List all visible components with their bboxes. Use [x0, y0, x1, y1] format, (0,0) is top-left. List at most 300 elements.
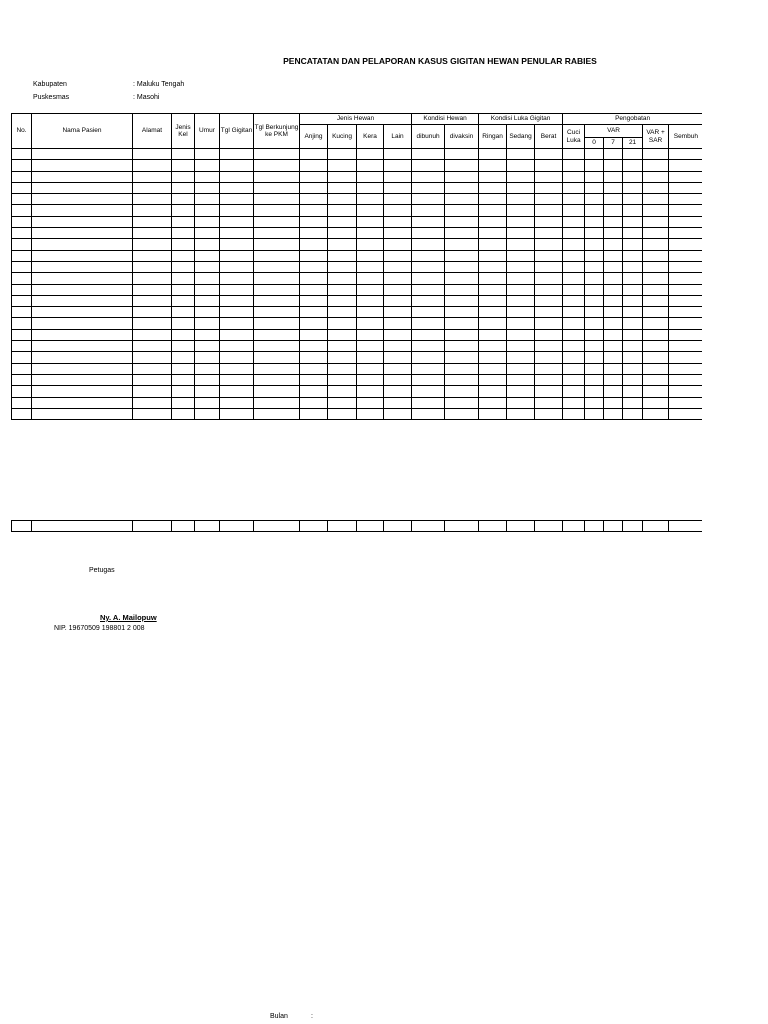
table-cell [384, 363, 412, 374]
table-cell [300, 318, 328, 329]
table-cell [254, 374, 300, 385]
header-kera: Kera [357, 125, 384, 149]
header-pengobatan: Pengobatan [563, 114, 702, 125]
table-cell [585, 374, 604, 385]
header-umur: Umur [195, 114, 220, 149]
table-cell [643, 171, 669, 182]
table-cell [12, 194, 32, 205]
table-cell [623, 194, 643, 205]
table-cell [585, 216, 604, 227]
table-cell [32, 250, 133, 261]
table-cell [563, 386, 585, 397]
table-cell [412, 149, 445, 160]
table-cell [254, 216, 300, 227]
header-alamat: Alamat [133, 114, 172, 149]
table-cell [133, 386, 172, 397]
table-cell [585, 160, 604, 171]
table-cell [604, 408, 623, 419]
table-cell [300, 160, 328, 171]
table-cell [563, 295, 585, 306]
table-cell [604, 216, 623, 227]
table-row [12, 295, 703, 306]
table-cell [195, 521, 220, 532]
table-cell [669, 363, 702, 374]
table-cell [195, 205, 220, 216]
table-cell [384, 228, 412, 239]
table-cell [623, 352, 643, 363]
table-cell [479, 216, 507, 227]
table-cell [479, 521, 507, 532]
table-cell [563, 182, 585, 193]
table-cell [669, 318, 702, 329]
table-cell [643, 521, 669, 532]
table-cell [12, 295, 32, 306]
table-cell [623, 216, 643, 227]
table-cell [220, 397, 254, 408]
table-cell [384, 194, 412, 205]
table-cell [479, 182, 507, 193]
table-cell [32, 352, 133, 363]
table-cell [445, 329, 479, 340]
table-cell [479, 149, 507, 160]
table-cell [254, 341, 300, 352]
table-cell [172, 363, 195, 374]
table-cell [535, 149, 563, 160]
table-cell [195, 250, 220, 261]
table-cell [445, 341, 479, 352]
table-cell [643, 329, 669, 340]
table-cell [412, 273, 445, 284]
table-cell [195, 273, 220, 284]
table-cell [12, 160, 32, 171]
table-cell [172, 205, 195, 216]
table-cell [623, 386, 643, 397]
table-cell [384, 386, 412, 397]
header-kucing: Kucing [328, 125, 357, 149]
petugas-label: Petugas [89, 567, 115, 574]
table-cell [535, 194, 563, 205]
table-cell [643, 149, 669, 160]
header-var: VAR [585, 125, 643, 138]
table-cell [32, 386, 133, 397]
table-cell [507, 307, 535, 318]
table-row [12, 228, 703, 239]
header-kondisi-hewan: Kondisi Hewan [412, 114, 479, 125]
table-cell [384, 352, 412, 363]
table-cell [357, 205, 384, 216]
table-cell [357, 352, 384, 363]
table-cell [507, 284, 535, 295]
table-cell [623, 408, 643, 419]
table-cell [195, 284, 220, 295]
table-cell [300, 341, 328, 352]
table-cell [445, 250, 479, 261]
table-cell [535, 160, 563, 171]
table-cell [604, 261, 623, 272]
table-cell [535, 284, 563, 295]
table-cell [328, 341, 357, 352]
table-cell [623, 171, 643, 182]
table-cell [585, 329, 604, 340]
table-cell [643, 273, 669, 284]
table-cell [623, 261, 643, 272]
table-cell [133, 284, 172, 295]
table-cell [535, 261, 563, 272]
table-cell [535, 521, 563, 532]
table-cell [585, 171, 604, 182]
table-cell [195, 386, 220, 397]
table-cell [172, 386, 195, 397]
table-cell [412, 205, 445, 216]
table-cell [254, 194, 300, 205]
table-cell [254, 329, 300, 340]
table-cell [300, 363, 328, 374]
table-cell [220, 307, 254, 318]
table-cell [563, 397, 585, 408]
table-cell [535, 250, 563, 261]
table-cell [133, 374, 172, 385]
table-cell [328, 160, 357, 171]
table-cell [357, 397, 384, 408]
table-cell [12, 171, 32, 182]
table-cell [133, 273, 172, 284]
table-cell [445, 149, 479, 160]
table-cell [445, 284, 479, 295]
table-cell [535, 341, 563, 352]
table-cell [384, 216, 412, 227]
table-cell [328, 386, 357, 397]
table-cell [563, 171, 585, 182]
table-cell [357, 521, 384, 532]
table-cell [604, 273, 623, 284]
table-cell [254, 397, 300, 408]
table-row [12, 160, 703, 171]
table-cell [563, 250, 585, 261]
table-cell [328, 261, 357, 272]
table-cell [479, 307, 507, 318]
table-cell [412, 261, 445, 272]
table-cell [507, 250, 535, 261]
table-cell [220, 273, 254, 284]
table-cell [220, 205, 254, 216]
table-cell [195, 329, 220, 340]
table-cell [412, 329, 445, 340]
table-row [12, 284, 703, 295]
table-cell [445, 295, 479, 306]
table-cell [133, 250, 172, 261]
table-cell [507, 352, 535, 363]
table-cell [328, 182, 357, 193]
table-cell [643, 408, 669, 419]
table-cell [32, 160, 133, 171]
table-cell [445, 363, 479, 374]
table-cell [507, 273, 535, 284]
table-cell [220, 160, 254, 171]
table-cell [172, 194, 195, 205]
table-cell [623, 160, 643, 171]
table-row [12, 408, 703, 419]
table-cell [535, 307, 563, 318]
table-row [12, 171, 703, 182]
table-cell [563, 408, 585, 419]
table-cell [563, 205, 585, 216]
table-cell [328, 284, 357, 295]
table-cell [535, 273, 563, 284]
header-tgl-gigitan: Tgl Gigitan [220, 114, 254, 149]
table-cell [300, 273, 328, 284]
table-cell [604, 352, 623, 363]
table-row [12, 194, 703, 205]
table-cell [669, 205, 702, 216]
table-cell [220, 341, 254, 352]
table-cell [12, 273, 32, 284]
table-row [12, 261, 703, 272]
table-cell [669, 329, 702, 340]
table-cell [507, 228, 535, 239]
table-cell [412, 352, 445, 363]
table-cell [32, 171, 133, 182]
table-row [12, 374, 703, 385]
table-cell [32, 182, 133, 193]
table-cell [563, 329, 585, 340]
table-cell [623, 295, 643, 306]
table-cell [254, 408, 300, 419]
table-cell [412, 341, 445, 352]
table-cell [12, 386, 32, 397]
table-cell [445, 318, 479, 329]
document-title: PENCATATAN DAN PELAPORAN KASUS GIGITAN HEWAN PENULAR RABIES [283, 56, 597, 66]
table-cell [254, 171, 300, 182]
table-cell [669, 194, 702, 205]
table-cell [12, 307, 32, 318]
table-cell [172, 171, 195, 182]
table-cell [507, 239, 535, 250]
table-cell [12, 352, 32, 363]
table-cell [445, 228, 479, 239]
table-cell [479, 284, 507, 295]
table-cell [172, 284, 195, 295]
table-cell [300, 261, 328, 272]
table-cell [669, 250, 702, 261]
table-cell [643, 160, 669, 171]
table-cell [563, 194, 585, 205]
header-nama-pasien: Nama Pasien [32, 114, 133, 149]
table-cell [623, 250, 643, 261]
table-cell [623, 228, 643, 239]
table-cell [623, 273, 643, 284]
table-cell [585, 182, 604, 193]
table-cell [585, 273, 604, 284]
table-cell [300, 521, 328, 532]
table-cell [300, 182, 328, 193]
table-cell [604, 250, 623, 261]
header-cuci-luka: Cuci Luka [563, 125, 585, 149]
table-cell [604, 205, 623, 216]
table-cell [254, 284, 300, 295]
table-row [12, 329, 703, 340]
table-cell [195, 318, 220, 329]
table-cell [445, 171, 479, 182]
table-row [12, 307, 703, 318]
table-cell [669, 408, 702, 419]
table-cell [300, 284, 328, 295]
table-cell [254, 318, 300, 329]
table-cell [357, 239, 384, 250]
table-cell [507, 261, 535, 272]
table-cell [12, 261, 32, 272]
table-cell [445, 194, 479, 205]
table-cell [643, 307, 669, 318]
table-cell [133, 352, 172, 363]
table-cell [220, 521, 254, 532]
table-cell [479, 329, 507, 340]
table-cell [507, 160, 535, 171]
table-cell [585, 408, 604, 419]
table-cell [12, 228, 32, 239]
table-cell [32, 273, 133, 284]
table-cell [643, 182, 669, 193]
table-cell [507, 216, 535, 227]
table-cell [669, 273, 702, 284]
table-cell [32, 284, 133, 295]
table-cell [195, 194, 220, 205]
table-cell [585, 318, 604, 329]
table-cell [669, 160, 702, 171]
table-cell [669, 352, 702, 363]
table-row [12, 352, 703, 363]
table-cell [412, 284, 445, 295]
table-cell [623, 363, 643, 374]
table-row [12, 397, 703, 408]
table-cell [12, 521, 32, 532]
table-cell [384, 261, 412, 272]
table-cell [669, 284, 702, 295]
table-cell [195, 397, 220, 408]
table-cell [300, 205, 328, 216]
table-cell [507, 363, 535, 374]
table-cell [507, 329, 535, 340]
table-cell [623, 521, 643, 532]
table-cell [195, 295, 220, 306]
table-cell [12, 318, 32, 329]
table-cell [195, 261, 220, 272]
table-cell [623, 149, 643, 160]
table-cell [563, 216, 585, 227]
table-cell [604, 374, 623, 385]
table-cell [133, 341, 172, 352]
table-cell [563, 160, 585, 171]
table-cell [328, 239, 357, 250]
table-cell [172, 239, 195, 250]
table-cell [585, 386, 604, 397]
table-row [12, 273, 703, 284]
table-cell [357, 341, 384, 352]
table-cell [300, 216, 328, 227]
table-cell [357, 329, 384, 340]
table-cell [220, 352, 254, 363]
table-cell [384, 408, 412, 419]
table-cell [563, 228, 585, 239]
table-cell [507, 171, 535, 182]
table-cell [254, 386, 300, 397]
table-cell [357, 160, 384, 171]
table-cell [535, 408, 563, 419]
table-cell [12, 363, 32, 374]
table-cell [133, 295, 172, 306]
table-cell [604, 521, 623, 532]
table-cell [220, 329, 254, 340]
table-cell [643, 352, 669, 363]
table-cell [300, 171, 328, 182]
table-cell [220, 171, 254, 182]
table-cell [585, 205, 604, 216]
table-cell [172, 352, 195, 363]
table-cell [604, 329, 623, 340]
table-cell [604, 160, 623, 171]
kabupaten-label: Kabupaten [33, 81, 67, 88]
table-cell [643, 341, 669, 352]
table-cell [445, 205, 479, 216]
table-cell [412, 521, 445, 532]
table-cell [133, 239, 172, 250]
table-cell [12, 149, 32, 160]
table-cell [328, 295, 357, 306]
table-cell [300, 374, 328, 385]
table-cell [220, 284, 254, 295]
table-cell [604, 284, 623, 295]
table-cell [563, 284, 585, 295]
table-cell [604, 363, 623, 374]
table-cell [585, 295, 604, 306]
table-cell [32, 261, 133, 272]
table-cell [300, 386, 328, 397]
header-lain: Lain [384, 125, 412, 149]
table-cell [479, 194, 507, 205]
table-cell [623, 205, 643, 216]
table-cell [412, 216, 445, 227]
table-cell [479, 408, 507, 419]
table-cell [623, 329, 643, 340]
table-cell [357, 408, 384, 419]
table-cell [254, 521, 300, 532]
table-cell [507, 408, 535, 419]
table-cell [133, 318, 172, 329]
table-cell [195, 171, 220, 182]
header-divaksin: divaksin [445, 125, 479, 149]
table-cell [507, 397, 535, 408]
header-berat: Berat [535, 125, 563, 149]
table-cell [195, 160, 220, 171]
table-cell [172, 408, 195, 419]
table-cell [445, 239, 479, 250]
table-cell [384, 521, 412, 532]
table-row [12, 318, 703, 329]
table-cell [328, 307, 357, 318]
table-cell [479, 228, 507, 239]
table-cell [384, 239, 412, 250]
table-cell [195, 228, 220, 239]
table-cell [507, 521, 535, 532]
table-cell [32, 318, 133, 329]
table-cell [12, 182, 32, 193]
table-cell [479, 295, 507, 306]
table-cell [535, 171, 563, 182]
table-cell [133, 329, 172, 340]
table-cell [507, 318, 535, 329]
table-cell [535, 182, 563, 193]
table-cell [535, 363, 563, 374]
table-cell [357, 149, 384, 160]
